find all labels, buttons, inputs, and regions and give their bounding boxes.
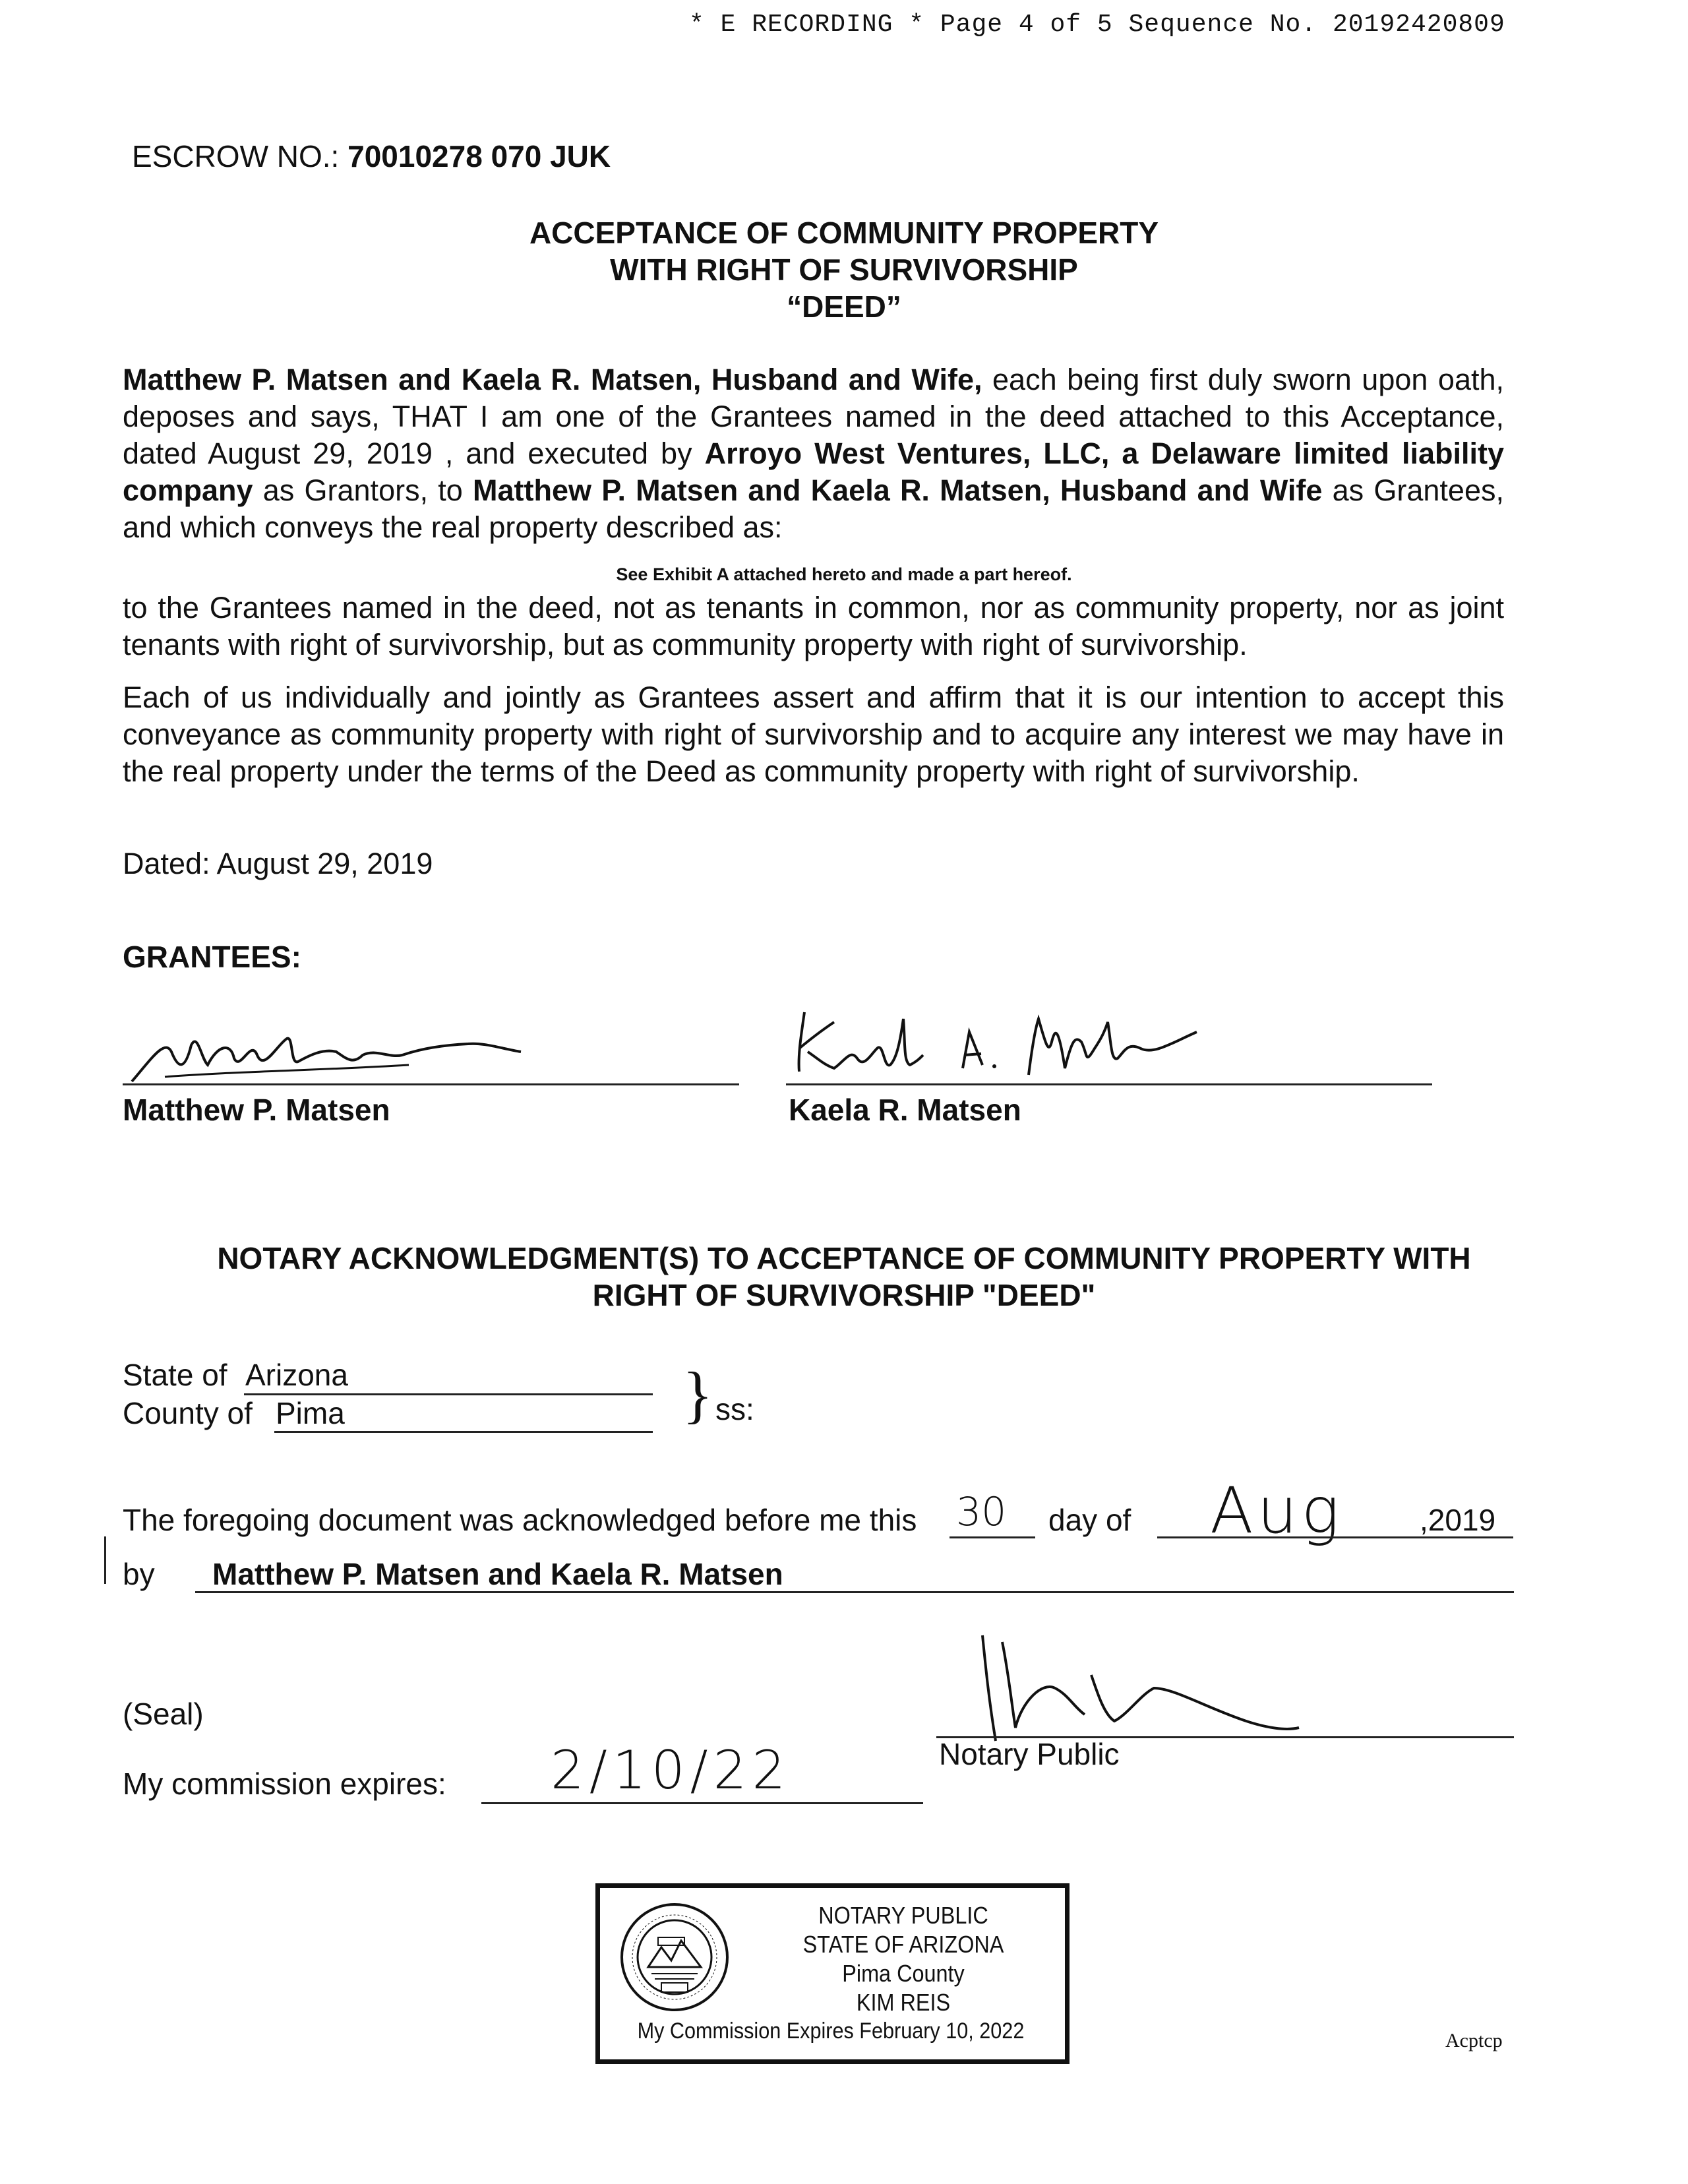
year-label: ,2019 [1420,1503,1496,1537]
title-line-1: ACCEPTANCE OF COMMUNITY PROPERTY [529,216,1159,250]
paragraph-continuation: to the Grantees named in the deed, not as tenants in common, nor as community property, nor as joint tenants with right of survivorship, but as community property with right of survivorship. [123,591,1504,661]
signature-line-grantee-1 [123,1083,739,1085]
escrow-label: ESCROW NO.: [132,139,340,173]
notary-stamp [595,1883,1070,2064]
day-underline [950,1536,1035,1538]
stamp-line-3: Pima County [842,1960,965,1987]
commission-underline [481,1802,923,1804]
grantee-1-name: Matthew P. Matsen [123,1093,390,1127]
exhibit-note: See Exhibit A attached hereto and made a part hereof. [616,564,1072,584]
dated-line: Dated: August 29, 2019 [123,847,433,880]
day-of-label: day of [1048,1503,1131,1537]
day-value: 30 [956,1489,1007,1535]
grantee-2-name: Kaela R. Matsen [789,1093,1021,1127]
grantees-names: Matthew P. Matsen and Kaela R. Matsen, Husband and Wife, [123,363,982,396]
by-label: by [123,1557,155,1591]
acceptance-paragraph [123,361,1504,546]
commission-expires-label: My commission expires: [123,1767,446,1801]
escrow-number-line [132,138,611,174]
acknowledgment-text: The foregoing document was acknowledged before me this [123,1503,917,1537]
venue-brace: } [682,1359,713,1430]
stamp-text [773,1901,1034,2017]
grantor-name: Arroyo West Ventures, LLC, a Delaware limited liability company [123,437,1505,507]
stamp-line-2: STATE OF ARIZONA [802,1931,1004,1958]
notary-heading [0,1240,1688,1314]
recording-header: * E RECORDING * Page 4 of 5 Sequence No. 20192420809 [689,11,1505,39]
notary-heading-line-2: RIGHT OF SURVIVORSHIP "DEED" [592,1278,1096,1312]
margin-mark [104,1536,106,1584]
by-underline [195,1591,1514,1593]
ss-label: ss: [715,1392,754,1426]
paragraph-text-1: each being first duly sworn upon oath, deposes and says, THAT I am one of the Grantees named in the deed attached to this Acceptance, dated August 29, 2019 , and executed by [123,363,1504,470]
seal-label: (Seal) [123,1697,204,1731]
notary-public-label: Notary Public [939,1737,1120,1771]
county-value: Pima [276,1396,345,1430]
notary-heading-line-1: NOTARY ACKNOWLEDGMENT(S) TO ACCEPTANCE OF COMMUNITY PROPERTY WITH [217,1241,1471,1275]
title-line-2: WITH RIGHT OF SURVIVORSHIP [610,253,1078,287]
stamp-expiration: My Commission Expires February 10, 2022 [637,2018,1025,2044]
stamp-line-4: KIM REIS [856,1989,951,2016]
notary-signature [956,1629,1391,1747]
county-label: County of [123,1396,253,1430]
escrow-number: 70010278 070 JUK [347,139,611,173]
footer-code: Acptcp [1445,2030,1503,2051]
acknowledged-names: Matthew P. Matsen and Kaela R. Matsen [212,1557,783,1591]
affirmation-paragraph: Each of us individually and jointly as Grantees assert and affirm that it is our intention to accept this conveyance as community property with right of survivorship and to acquire any interest we may have in the real property under the terms of the Deed as community property with right of survivorship. [123,681,1504,788]
state-label: State of [123,1358,227,1392]
grantees-names-2: Matthew P. Matsen and Kaela R. Matsen, Husband and Wife [473,473,1323,507]
document-title [0,214,1688,325]
grantees-heading: GRANTEES: [123,940,301,974]
paragraph-text-2: as Grantors, to [262,473,463,507]
county-underline [274,1431,653,1433]
state-seal-icon [618,1901,731,2013]
state-value: Arizona [245,1358,348,1392]
commission-expires-value: 2/10/22 [551,1740,791,1801]
signature-kaela [785,1002,1207,1081]
signature-line-grantee-2 [786,1083,1432,1085]
month-value: Aug [1210,1474,1344,1548]
signature-matthew [125,1019,534,1091]
paragraph-text-3: as Grantees, and which conveys the real property described as: [123,473,1504,544]
title-line-3: “DEED” [787,289,901,324]
stamp-line-1: NOTARY PUBLIC [818,1902,988,1929]
